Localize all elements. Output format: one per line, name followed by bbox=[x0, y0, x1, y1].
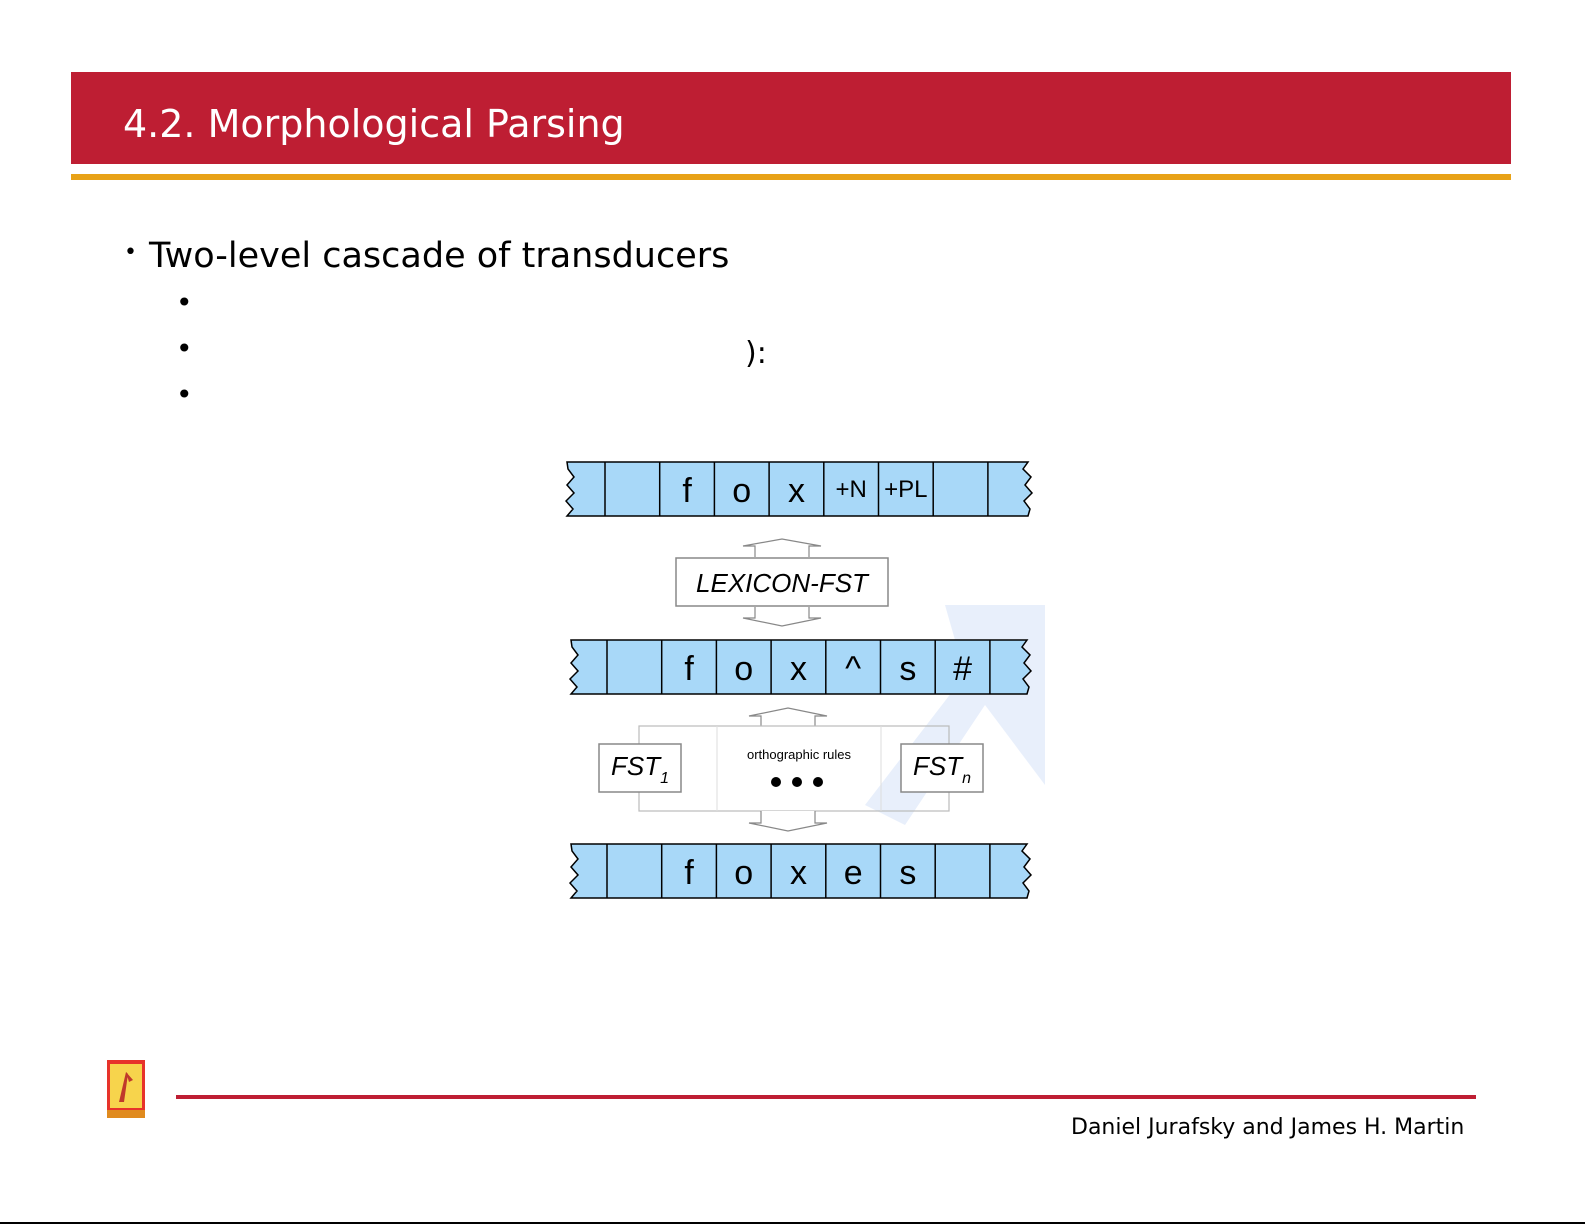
fst1-label: FST bbox=[611, 751, 661, 781]
top-tape-cell-symbol: o bbox=[732, 472, 752, 510]
fstn-subscript: n bbox=[962, 770, 972, 787]
middle-tape-cell-symbol: f bbox=[684, 650, 694, 688]
sub-bullet-icon: • bbox=[176, 286, 193, 319]
down-arrow-icon bbox=[743, 607, 821, 626]
header-band bbox=[71, 72, 1511, 164]
middle-tape-cell-symbol: ^ bbox=[845, 650, 862, 688]
middle-tape-cell-symbol: o bbox=[734, 650, 754, 688]
main-bullet bbox=[124, 236, 729, 276]
top-tape-cell-symbol: f bbox=[682, 472, 692, 510]
down-arrow-icon bbox=[749, 811, 827, 831]
bottom-tape bbox=[570, 844, 1031, 898]
top-tape-cell-symbol: +N bbox=[835, 476, 867, 503]
middle-tape-cell-symbol: s bbox=[899, 650, 917, 688]
top-tape bbox=[566, 462, 1032, 516]
bottom-tape-cell-symbol: o bbox=[734, 854, 754, 892]
bullet-icon: • bbox=[124, 240, 137, 265]
top-tape-cell-symbol: +PL bbox=[884, 476, 928, 503]
sub-bullet-icon: • bbox=[176, 332, 193, 365]
bottom-tape-cell-symbol: s bbox=[899, 854, 917, 892]
middle-tape-cell-symbol: x bbox=[789, 650, 807, 688]
bottom-tape-cell-symbol: f bbox=[684, 854, 694, 892]
bottom-tape-cell-symbol: e bbox=[843, 854, 863, 892]
footer-rule bbox=[176, 1095, 1476, 1099]
up-arrow-icon bbox=[743, 539, 821, 557]
bottom-border bbox=[0, 1222, 1585, 1224]
bottom-tape-cell-symbol: x bbox=[789, 854, 807, 892]
lexicon-fst-label: LEXICON-FST bbox=[696, 568, 868, 598]
up-arrow-icon bbox=[749, 708, 827, 726]
ellipsis-icon bbox=[771, 777, 823, 787]
middle-tape bbox=[570, 640, 1031, 694]
university-logo bbox=[107, 1060, 145, 1118]
sub-bullet-icon: • bbox=[176, 378, 193, 411]
orthographic-rules-label: orthographic rules bbox=[746, 747, 852, 762]
transducer-cascade-diagram bbox=[565, 455, 1085, 915]
slide-title: 4.2. Morphological Parsing bbox=[123, 102, 625, 146]
fst1-subscript: 1 bbox=[660, 770, 670, 787]
fstn-label: FST bbox=[913, 751, 963, 781]
header-accent-rule bbox=[71, 174, 1511, 180]
footer-credit: Daniel Jurafsky and James H. Martin bbox=[1071, 1115, 1465, 1140]
sub-bullet-tail: ): bbox=[745, 336, 767, 371]
top-tape-cell-symbol: x bbox=[787, 472, 805, 510]
main-bullet-text: Two-level cascade of transducers bbox=[148, 236, 730, 276]
middle-tape-cell-symbol: # bbox=[953, 650, 973, 688]
